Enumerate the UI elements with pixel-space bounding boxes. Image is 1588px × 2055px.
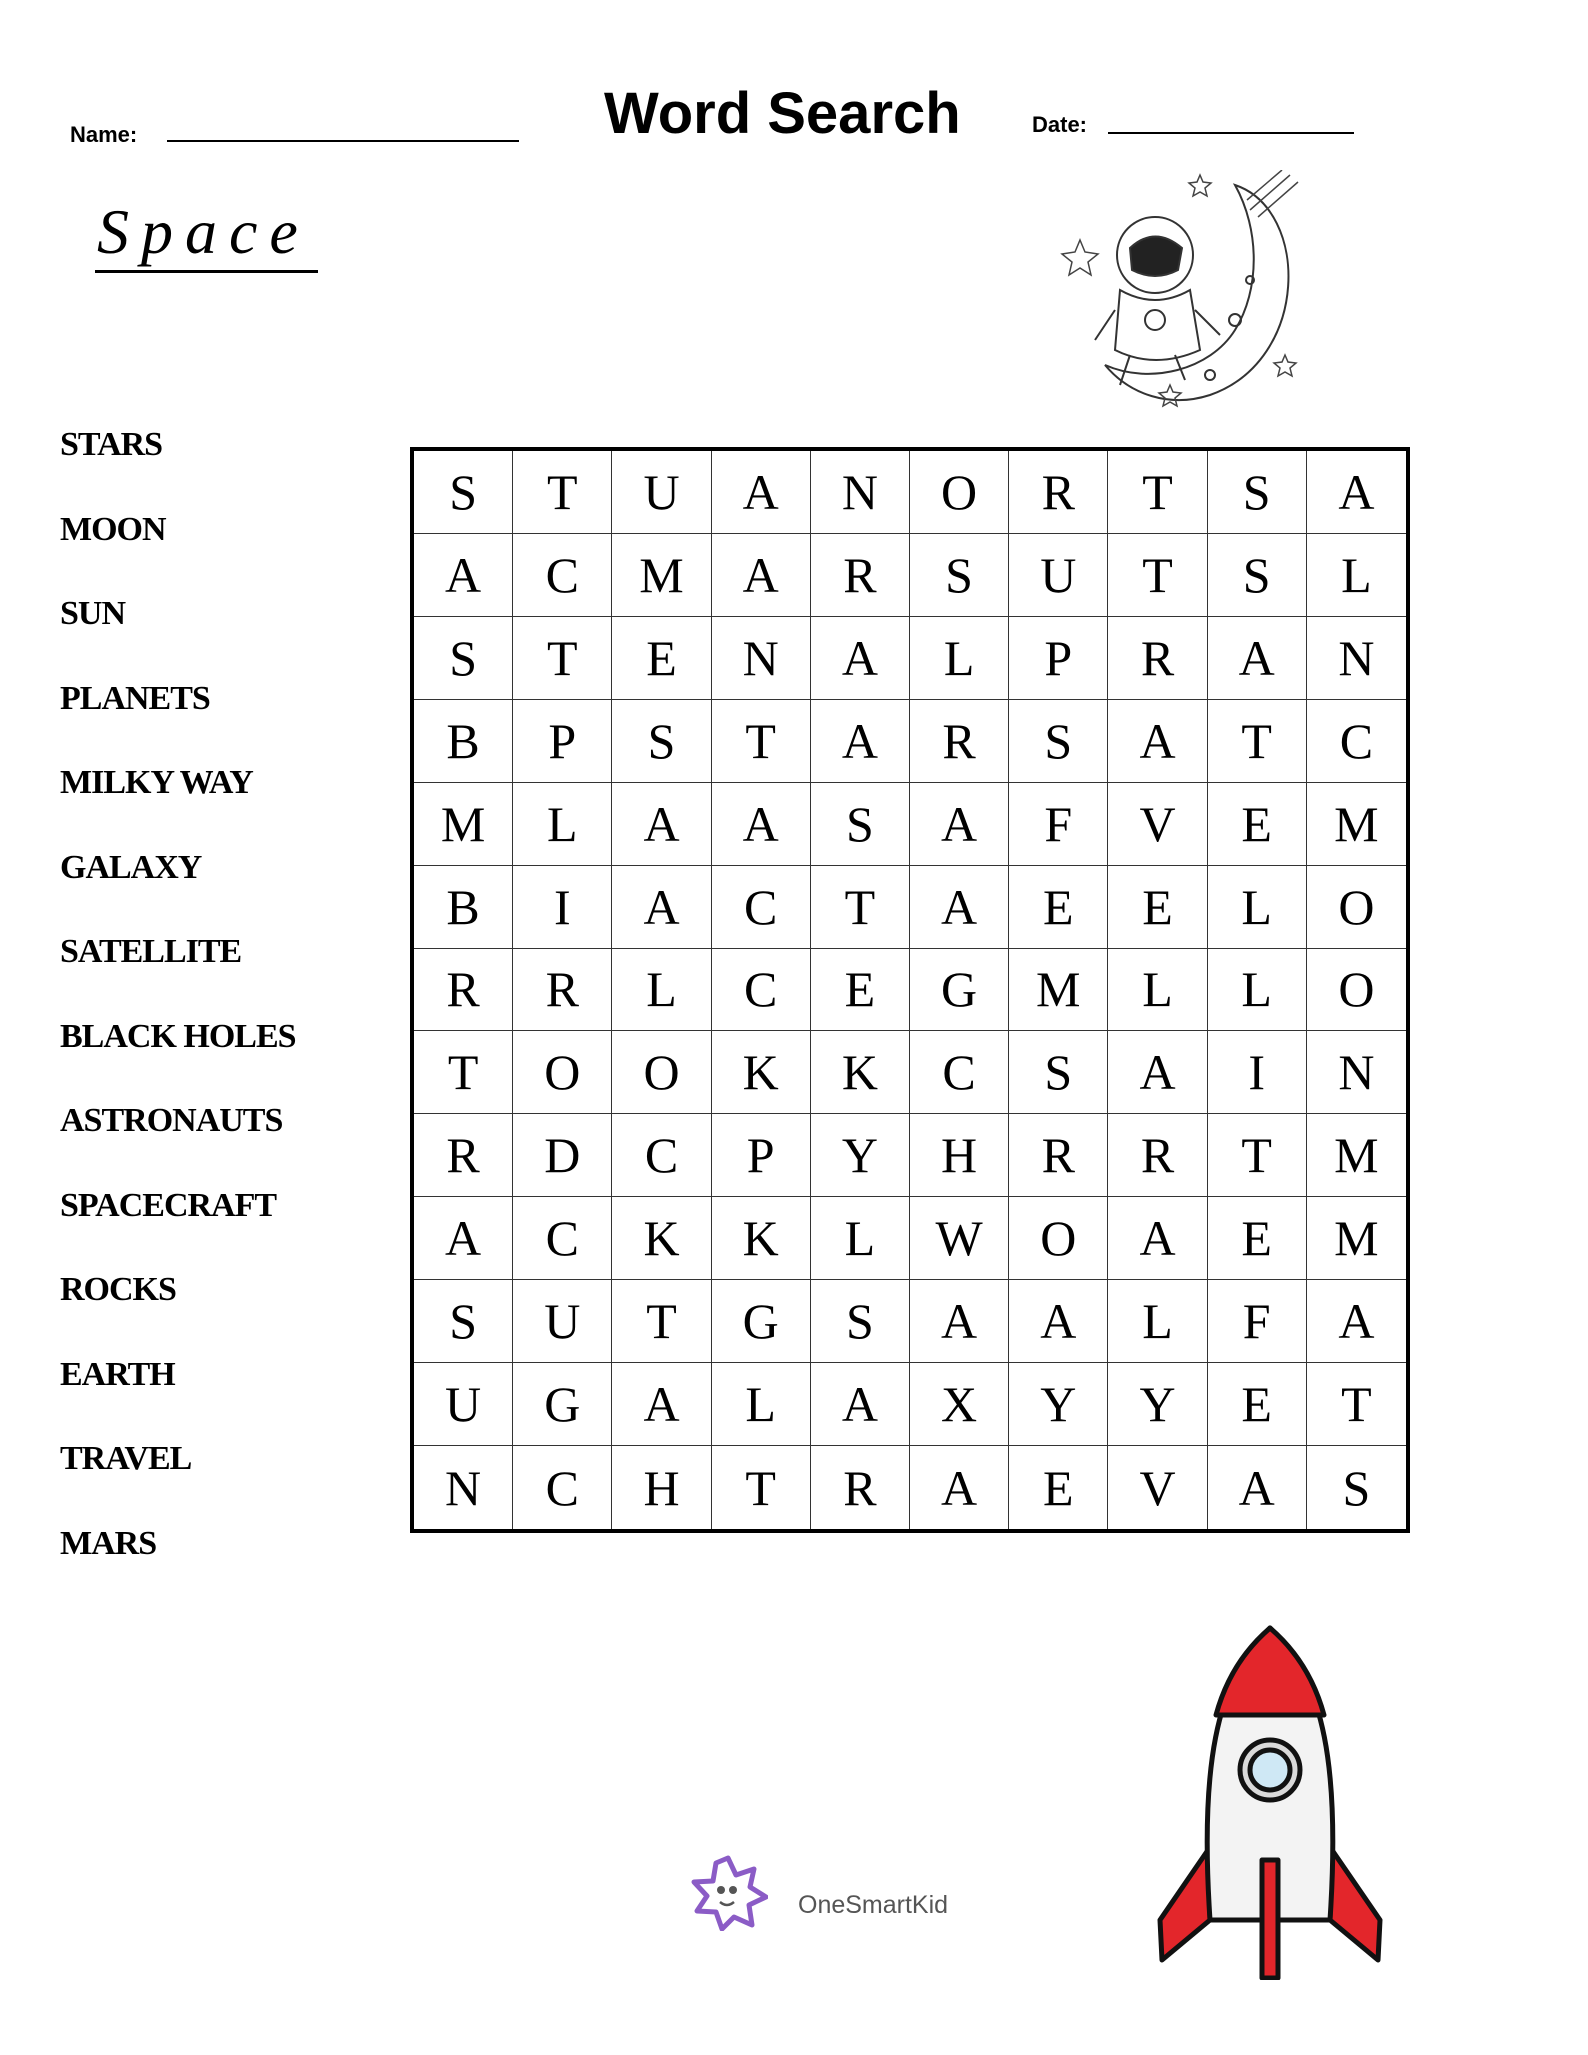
grid-cell[interactable]: K [612, 1197, 711, 1280]
grid-cell[interactable]: C [712, 866, 811, 949]
grid-cell[interactable]: C [1307, 700, 1406, 783]
grid-cell[interactable]: A [1208, 1446, 1307, 1529]
word-list [60, 420, 360, 1603]
grid-cell[interactable]: N [1307, 1031, 1406, 1114]
grid-cell[interactable]: Y [1009, 1363, 1108, 1446]
grid-cell[interactable]: A [414, 534, 513, 617]
grid-cell[interactable]: T [414, 1031, 513, 1114]
grid-cell[interactable]: O [612, 1031, 711, 1114]
grid-cell[interactable]: T [612, 1280, 711, 1363]
grid-cell[interactable]: T [1108, 451, 1207, 534]
grid-cell[interactable]: A [1208, 617, 1307, 700]
grid-cell[interactable]: P [513, 700, 612, 783]
grid-cell[interactable]: W [910, 1197, 1009, 1280]
grid-cell[interactable]: K [712, 1031, 811, 1114]
grid-cell[interactable]: T [1208, 700, 1307, 783]
grid-cell[interactable]: M [1307, 1197, 1406, 1280]
grid-cell[interactable]: S [1208, 534, 1307, 617]
grid-cell[interactable]: G [712, 1280, 811, 1363]
grid-cell[interactable]: O [1307, 866, 1406, 949]
grid-cell[interactable]: T [811, 866, 910, 949]
grid-cell[interactable]: U [414, 1363, 513, 1446]
word-list-item: STARS [60, 426, 163, 463]
date-line[interactable] [1108, 132, 1354, 134]
grid-cell[interactable]: T [712, 700, 811, 783]
grid-cell[interactable]: A [1009, 1280, 1108, 1363]
grid-cell[interactable]: A [910, 1280, 1009, 1363]
grid-cell[interactable]: G [910, 949, 1009, 1032]
grid-cell[interactable]: O [910, 451, 1009, 534]
word-list-item: MOON [60, 510, 166, 548]
grid-cell[interactable]: H [612, 1446, 711, 1529]
name-line[interactable] [167, 140, 519, 142]
grid-cell[interactable]: F [1208, 1280, 1307, 1363]
grid-cell[interactable]: R [811, 1446, 910, 1529]
grid-cell[interactable]: V [1108, 783, 1207, 866]
word-list-item: BLACK HOLES [60, 1017, 296, 1055]
grid-cell[interactable]: E [612, 617, 711, 700]
star-logo-icon [688, 1855, 768, 1931]
grid-cell[interactable]: E [1208, 1363, 1307, 1446]
grid-cell[interactable]: S [1208, 451, 1307, 534]
grid-cell[interactable]: A [612, 783, 711, 866]
grid-cell[interactable]: S [414, 617, 513, 700]
grid-cell[interactable]: U [612, 451, 711, 534]
grid-cell[interactable]: B [414, 700, 513, 783]
grid-cell[interactable]: C [910, 1031, 1009, 1114]
word-list-item: ROCKS [60, 1271, 176, 1308]
grid-cell[interactable]: T [513, 451, 612, 534]
grid-cell[interactable]: R [910, 700, 1009, 783]
grid-cell[interactable]: P [1009, 617, 1108, 700]
word-list-item: TRAVEL [60, 1440, 192, 1477]
grid-cell[interactable]: N [811, 451, 910, 534]
grid-cell[interactable]: R [513, 949, 612, 1032]
grid-cell[interactable]: A [1108, 1031, 1207, 1114]
grid-cell[interactable]: S [910, 534, 1009, 617]
grid-cell[interactable]: K [811, 1031, 910, 1114]
grid-cell[interactable]: B [414, 866, 513, 949]
grid-cell[interactable]: A [712, 451, 811, 534]
grid-cell[interactable]: R [811, 534, 910, 617]
word-list-item: MILKY WAY [60, 764, 253, 801]
grid-cell[interactable]: K [712, 1197, 811, 1280]
word-list-item: GALAXY [60, 848, 202, 886]
grid-cell[interactable]: E [1009, 866, 1108, 949]
grid-cell[interactable]: A [712, 783, 811, 866]
grid-cell[interactable]: U [513, 1280, 612, 1363]
grid-cell[interactable]: A [811, 617, 910, 700]
word-search-grid [410, 447, 1410, 1533]
topic-title: Space [95, 200, 318, 273]
grid-cell[interactable]: M [612, 534, 711, 617]
astronaut-moon-illustration [1060, 170, 1320, 410]
grid-cell[interactable]: M [1307, 1114, 1406, 1197]
grid-cell[interactable]: R [414, 1114, 513, 1197]
grid-cell[interactable]: A [811, 1363, 910, 1446]
grid-cell[interactable]: E [1009, 1446, 1108, 1529]
grid-cell[interactable]: F [1009, 783, 1108, 866]
grid-cell[interactable]: A [1307, 451, 1406, 534]
word-list-item: SATELLITE [60, 933, 242, 970]
grid-cell[interactable]: S [414, 1280, 513, 1363]
word-list-item: PLANETS [60, 679, 210, 717]
grid-cell[interactable]: C [513, 1197, 612, 1280]
grid-cell[interactable]: O [1307, 949, 1406, 1032]
grid-cell[interactable]: A [1307, 1280, 1406, 1363]
grid-cell[interactable]: A [612, 1363, 711, 1446]
grid-cell[interactable]: N [414, 1446, 513, 1529]
grid-cell[interactable]: P [712, 1114, 811, 1197]
grid-cell[interactable]: A [712, 534, 811, 617]
grid-cell[interactable]: S [1342, 1459, 1371, 1516]
grid-cell[interactable]: I [1208, 1031, 1307, 1114]
grid-cell[interactable]: R [414, 949, 513, 1032]
grid-cell[interactable]: A [811, 700, 910, 783]
grid-cell[interactable]: T [1208, 1114, 1307, 1197]
grid-cell[interactable]: T [513, 617, 612, 700]
grid-cell[interactable]: E [1208, 783, 1307, 866]
word-list-item: SUN [60, 595, 126, 632]
grid-cell[interactable]: C [612, 1114, 711, 1197]
grid-cell[interactable]: E [1108, 866, 1207, 949]
grid-cell[interactable]: O [1009, 1197, 1108, 1280]
grid-cell[interactable]: E [1208, 1197, 1307, 1280]
grid-cell[interactable]: A [1108, 1197, 1207, 1280]
grid-cell[interactable]: L [1208, 949, 1307, 1032]
grid-cell[interactable]: L [612, 949, 711, 1032]
grid-cell[interactable]: I [513, 866, 612, 949]
grid-cell[interactable]: A [910, 1446, 1009, 1529]
word-list-item: MARS [60, 1524, 157, 1562]
grid-cell[interactable]: S [1009, 1031, 1108, 1114]
grid-cell[interactable]: R [1009, 1114, 1108, 1197]
grid-cell[interactable]: N [712, 617, 811, 700]
grid-cell[interactable]: O [513, 1031, 612, 1114]
grid-cell[interactable]: C [712, 949, 811, 1032]
grid-cell[interactable]: A [414, 1197, 513, 1280]
word-list-item: ASTRONAUTS [60, 1102, 283, 1139]
grid-cell[interactable]: S [811, 783, 910, 866]
grid-cell[interactable]: D [513, 1114, 612, 1197]
grid-cell[interactable]: N [1307, 617, 1406, 700]
grid-cell[interactable]: T [712, 1446, 811, 1529]
brand-name: OneSmartKid [798, 1891, 949, 1919]
grid-cell[interactable]: C [513, 1446, 612, 1529]
grid-cell[interactable]: L [513, 783, 612, 866]
grid-cell[interactable]: H [910, 1114, 1009, 1197]
grid-cell[interactable]: R [1108, 617, 1207, 700]
word-list-item: SPACECRAFT [60, 1186, 277, 1224]
grid-cell[interactable]: T [1108, 534, 1207, 617]
grid-cell[interactable]: L [1208, 866, 1307, 949]
grid-cell[interactable]: C [513, 534, 612, 617]
grid-cell[interactable]: G [513, 1363, 612, 1446]
grid-cell[interactable]: S [414, 451, 513, 534]
grid-cell[interactable]: A [1108, 700, 1207, 783]
grid-cell[interactable]: M [414, 783, 513, 866]
grid-cell[interactable]: L [1108, 1280, 1207, 1363]
grid-cell[interactable]: A [910, 783, 1009, 866]
grid-cell[interactable]: R [1009, 451, 1108, 534]
rocket-illustration [1150, 1620, 1390, 1980]
grid-cell[interactable]: A [910, 866, 1009, 949]
grid-cell[interactable]: X [910, 1363, 1009, 1446]
grid-cell[interactable]: M [1307, 783, 1406, 866]
date-label: Date: [1032, 112, 1088, 137]
word-list-item: EARTH [60, 1355, 175, 1393]
grid-cell[interactable]: S [1009, 700, 1108, 783]
page-title: Word Search [604, 81, 961, 146]
grid-cell[interactable]: L [910, 617, 1009, 700]
grid-cell[interactable]: L [1307, 534, 1406, 617]
grid-cell[interactable]: U [1009, 534, 1108, 617]
grid-cell[interactable]: L [811, 1197, 910, 1280]
grid-cell[interactable]: A [612, 866, 711, 949]
grid-cell[interactable]: L [712, 1363, 811, 1446]
name-label: Name: [70, 122, 138, 147]
grid-cell[interactable]: S [811, 1280, 910, 1363]
grid-cell[interactable]: R [1108, 1114, 1207, 1197]
grid-cell[interactable]: S [612, 700, 711, 783]
grid-cell[interactable]: Y [811, 1114, 910, 1197]
grid-cell[interactable]: E [811, 949, 910, 1032]
grid-cell[interactable]: T [1307, 1363, 1406, 1446]
grid-cell[interactable]: V [1108, 1446, 1207, 1529]
grid-cell[interactable]: M [1009, 949, 1108, 1032]
grid-cell[interactable]: Y [1108, 1363, 1207, 1446]
grid-cell[interactable]: L [1108, 949, 1207, 1032]
